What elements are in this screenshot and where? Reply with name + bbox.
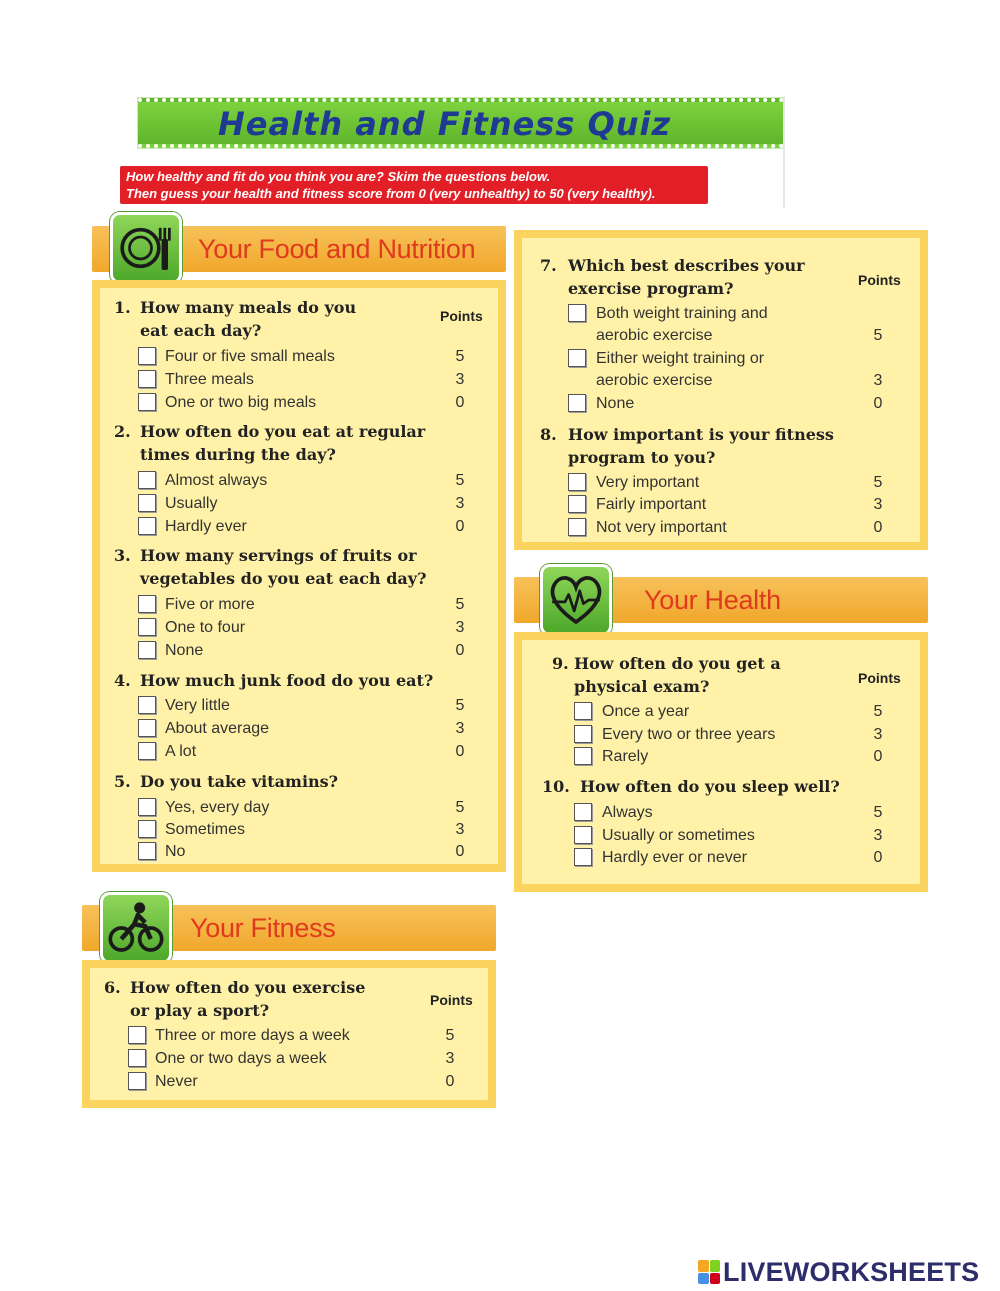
option-row[interactable]: [100, 392, 498, 414]
checkbox[interactable]: [568, 473, 586, 491]
option-row[interactable]: [100, 369, 498, 391]
option-points: 3: [873, 372, 883, 389]
option-label: Three meals: [165, 371, 254, 388]
option-row[interactable]: [522, 494, 920, 516]
option-row[interactable]: [90, 1071, 488, 1093]
option-points: 3: [455, 371, 465, 388]
option-row[interactable]: [100, 594, 498, 616]
option-row[interactable]: [100, 493, 498, 515]
option-label: Hardly ever: [165, 518, 247, 535]
question-text-cont: program to you?: [568, 448, 716, 467]
question-text: How often do you get a: [574, 654, 781, 673]
option-points: 0: [455, 518, 465, 535]
intro-box: [120, 166, 708, 204]
panel-health: [514, 632, 928, 892]
option-points: 0: [455, 743, 465, 760]
option-label: Never: [155, 1073, 198, 1090]
question-number: 2.: [114, 422, 131, 441]
question-text: How many meals do you: [140, 298, 357, 317]
option-points: 5: [455, 799, 465, 816]
checkbox[interactable]: [568, 349, 586, 367]
option-label: One or two days a week: [155, 1050, 327, 1067]
question-text: How often do you sleep well?: [580, 777, 840, 796]
banner-edge: [783, 98, 785, 208]
page-title: Health and Fitness Quiz: [218, 105, 672, 143]
option-row[interactable]: [100, 346, 498, 368]
checkbox[interactable]: [574, 702, 592, 720]
points-header: Points: [858, 670, 901, 686]
option-row[interactable]: [100, 695, 498, 717]
option-label: Sometimes: [165, 821, 246, 838]
question-number: 9.: [552, 654, 569, 673]
option-points: 5: [455, 697, 465, 714]
plate-fork-knife-icon: [110, 212, 182, 284]
question-text-cont: exercise program?: [568, 279, 734, 298]
checkbox[interactable]: [138, 370, 156, 388]
question-number: 3.: [114, 546, 131, 565]
option-points: 5: [873, 327, 883, 344]
question-text: How many servings of fruits or: [140, 546, 417, 565]
option-row[interactable]: [522, 825, 920, 847]
option-points: 5: [873, 804, 883, 821]
option-points: 3: [455, 720, 465, 737]
panel-program: [514, 230, 928, 550]
option-points: 5: [873, 703, 883, 720]
intro-line-1: How healthy and fit do you think you are? Skim the questions below.: [126, 169, 551, 184]
option-label: Always: [602, 804, 653, 821]
option-label: None: [165, 642, 204, 659]
option-row[interactable]: [100, 741, 498, 763]
checkbox[interactable]: [138, 347, 156, 365]
option-row[interactable]: [522, 303, 920, 347]
checkbox[interactable]: [138, 719, 156, 737]
panel-food: [92, 280, 506, 872]
option-row[interactable]: [522, 847, 920, 869]
option-points: 3: [873, 827, 883, 844]
question-number: 5.: [114, 772, 131, 791]
points-header: Points: [430, 992, 473, 1008]
option-points: 0: [455, 394, 465, 411]
section-title-food: Your Food and Nutrition: [198, 234, 476, 264]
section-title-health: Your Health: [644, 585, 781, 615]
checkbox[interactable]: [138, 820, 156, 838]
checkbox[interactable]: [138, 618, 156, 636]
option-row[interactable]: [522, 517, 920, 539]
option-row[interactable]: [522, 802, 920, 824]
question-text: Do you take vitamins?: [140, 772, 339, 791]
option-row[interactable]: [522, 746, 920, 768]
option-points: 0: [873, 849, 883, 866]
option-label: Fairly important: [596, 496, 707, 513]
option-points: 5: [455, 472, 465, 489]
checkbox[interactable]: [138, 471, 156, 489]
option-label: Yes, every day: [165, 799, 270, 816]
bicycle-icon: [100, 892, 172, 964]
checkbox[interactable]: [138, 798, 156, 816]
checkbox[interactable]: [568, 495, 586, 513]
question-text: How often do you exercise: [130, 978, 366, 997]
question-number: 1.: [114, 298, 131, 317]
option-row[interactable]: [100, 617, 498, 639]
points-header: Points: [858, 272, 901, 288]
option-points: 5: [455, 348, 465, 365]
checkbox[interactable]: [128, 1049, 146, 1067]
section-title-fitness: Your Fitness: [190, 913, 336, 943]
option-row[interactable]: [90, 1025, 488, 1047]
option-label: Rarely: [602, 748, 649, 765]
option-label: Once a year: [602, 703, 690, 720]
option-row[interactable]: [522, 348, 920, 392]
option-points: 0: [873, 519, 883, 536]
question-text: How often do you eat at regular: [140, 422, 426, 441]
checkbox[interactable]: [574, 826, 592, 844]
option-points: 3: [455, 619, 465, 636]
checkbox[interactable]: [138, 494, 156, 512]
option-label: One or two big meals: [165, 394, 317, 411]
question-number: 6.: [104, 978, 121, 997]
question-number: 8.: [540, 425, 557, 444]
checkbox[interactable]: [574, 747, 592, 765]
option-label: Very important: [596, 474, 700, 491]
option-label: Both weight training and: [596, 305, 768, 322]
option-label: Not very important: [596, 519, 727, 536]
option-row[interactable]: [522, 701, 920, 723]
question-number: 4.: [114, 671, 131, 690]
intro-line-2: Then guess your health and fitness score from 0 (very unhealthy) to 50 (very healthy).: [126, 186, 656, 201]
question-text: How important is your fitness: [568, 425, 834, 444]
checkbox[interactable]: [138, 595, 156, 613]
option-row[interactable]: [100, 718, 498, 740]
checkbox[interactable]: [138, 517, 156, 535]
option-row[interactable]: [522, 724, 920, 746]
heart-pulse-icon: [540, 564, 612, 636]
option-points: 3: [455, 495, 465, 512]
liveworksheets-logo[interactable]: [698, 1257, 979, 1287]
option-points: 3: [873, 496, 883, 513]
option-row[interactable]: [522, 472, 920, 494]
question-text: Which best describes your: [568, 256, 805, 275]
question-number: 10.: [542, 777, 570, 796]
option-row[interactable]: [100, 841, 498, 863]
checkbox[interactable]: [574, 848, 592, 866]
option-row[interactable]: [90, 1048, 488, 1070]
option-label: No: [165, 843, 186, 860]
option-points: 5: [445, 1027, 455, 1044]
option-points: 3: [445, 1050, 455, 1067]
option-row[interactable]: [100, 819, 498, 841]
question-text-cont: physical exam?: [574, 677, 710, 696]
checkbox[interactable]: [138, 393, 156, 411]
option-label: Four or five small meals: [165, 348, 335, 365]
checkbox[interactable]: [574, 725, 592, 743]
option-points: 0: [455, 843, 465, 860]
option-label: Five or more: [165, 596, 255, 613]
checkbox[interactable]: [568, 394, 586, 412]
option-points: 0: [445, 1073, 455, 1090]
question-text-cont: times during the day?: [140, 445, 336, 464]
checkbox[interactable]: [128, 1026, 146, 1044]
checkbox[interactable]: [138, 742, 156, 760]
question-text-cont: vegetables do you eat each day?: [140, 569, 427, 588]
question-text-cont: eat each day?: [140, 321, 262, 340]
option-label: One to four: [165, 619, 246, 636]
option-label: A lot: [165, 743, 197, 760]
option-label-cont: aerobic exercise: [596, 372, 713, 389]
option-label: None: [596, 395, 635, 412]
option-points: 3: [455, 821, 465, 838]
checkbox[interactable]: [128, 1072, 146, 1090]
checkbox[interactable]: [568, 304, 586, 322]
option-label: Three or more days a week: [155, 1027, 350, 1044]
option-label: Either weight training or: [596, 350, 765, 367]
option-points: 0: [873, 748, 883, 765]
option-row[interactable]: [522, 393, 920, 415]
checkbox[interactable]: [568, 518, 586, 536]
option-row[interactable]: [100, 797, 498, 819]
option-points: 0: [455, 642, 465, 659]
option-label: Usually: [165, 495, 218, 512]
panel-fitness: [82, 960, 496, 1108]
option-label: Every two or three years: [602, 726, 776, 743]
checkbox[interactable]: [138, 842, 156, 860]
option-label: Very little: [165, 697, 230, 714]
option-row[interactable]: [100, 640, 498, 662]
question-text-cont: or play a sport?: [130, 1001, 270, 1020]
checkbox[interactable]: [574, 803, 592, 821]
option-row[interactable]: [100, 470, 498, 492]
points-header: Points: [440, 308, 483, 324]
logo-mark-icon: [698, 1260, 720, 1284]
checkbox[interactable]: [138, 696, 156, 714]
option-label: Hardly ever or never: [602, 849, 747, 866]
option-points: 3: [873, 726, 883, 743]
checkbox[interactable]: [138, 641, 156, 659]
option-label-cont: aerobic exercise: [596, 327, 713, 344]
question-number: 7.: [540, 256, 557, 275]
option-row[interactable]: [100, 516, 498, 538]
option-label: Almost always: [165, 472, 268, 489]
option-points: 0: [873, 395, 883, 412]
option-label: About average: [165, 720, 270, 737]
logo-text: LIVEWORKSHEETS: [723, 1256, 980, 1287]
title-banner: [138, 98, 784, 148]
option-points: 5: [873, 474, 883, 491]
option-label: Usually or sometimes: [602, 827, 755, 844]
option-points: 5: [455, 596, 465, 613]
question-text: How much junk food do you eat?: [140, 671, 434, 690]
